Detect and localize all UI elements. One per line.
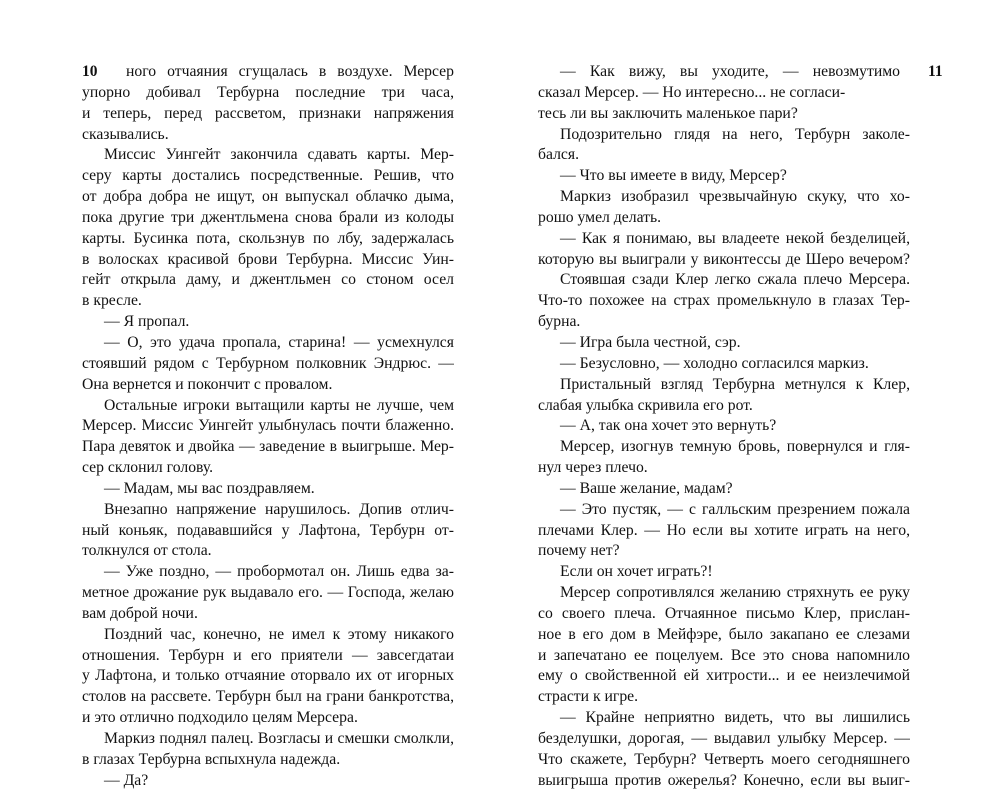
text-line: — О, это удача пропала, старина! — усмехнулся bbox=[104, 333, 454, 351]
text-line: карты. Бусинка пота, скользнув по лбу, задержалась bbox=[82, 229, 454, 247]
text-line: слабая улыбка скривила его рот. bbox=[538, 396, 753, 414]
text-line: от добра добра не ищут, он выпускал облачко дыма, bbox=[82, 188, 454, 206]
text-line: ный коньяк, подававшийся у Лафтона, Тербурн от- bbox=[82, 521, 454, 539]
text-line: стоявший рядом с Тербурном полковник Эндрюс. — bbox=[82, 354, 454, 372]
text-line: Пристальный взгляд Тербурна метнулся к Клер, bbox=[560, 375, 910, 393]
text-line: — Безусловно, — холодно согласился маркиз. bbox=[560, 354, 869, 372]
text-line: безделушки, дорогая, — выдавил улыбку Мерсер. — bbox=[538, 730, 910, 747]
text-line: — Что вы имеете в виду, Мерсер? bbox=[560, 167, 787, 185]
text-line: столов на рассвете. Тербурн был на грани банкротства, bbox=[82, 688, 454, 706]
text-line: Стоявшая сзади Клер легко сжала плечо Мерсера. bbox=[560, 271, 910, 289]
text-line: ное в его дом в Мейфэре, было закапано ее слезами bbox=[538, 625, 910, 643]
text-line: у Лафтона, и только отчаяние оторвало их от игорных bbox=[82, 667, 454, 685]
text-line: бурна. bbox=[538, 313, 581, 331]
text-line: сказывались. bbox=[82, 125, 169, 143]
text-line: выигрыша против ожерелья? Конечно, если вы выиг- bbox=[538, 771, 910, 789]
text-line: упорно добивал Тербурна последние три часа, bbox=[82, 83, 454, 101]
text-line: Маркиз изобразил чрезвычайную скуку, что хо- bbox=[560, 188, 910, 206]
text-line: Миссис Уингейт закончила сдавать карты. Мер- bbox=[104, 146, 454, 164]
text-line: — Игра была честной, сэр. bbox=[560, 333, 741, 351]
text-line: ного отчаяния сгущалась в воздухе. Мерсер bbox=[126, 63, 454, 80]
text-line: Внезапно напряжение нарушилось. Допив отлич- bbox=[104, 500, 454, 518]
text-line: и это отлично подходило целям Мерсера. bbox=[82, 709, 358, 727]
text-line: — Как я понимаю, вы владеете некой безделицей, bbox=[560, 229, 910, 247]
text-line: и запечатано ее поцелуем. Все это снова напомнило bbox=[538, 646, 910, 664]
text-line: со своего плеча. Отчаянное письмо Клер, прислан- bbox=[538, 604, 910, 622]
right-page-text bbox=[538, 62, 910, 792]
text-line: серу карты достались посредственные. Решив, что bbox=[82, 167, 454, 185]
page-number-left: 10 bbox=[82, 63, 98, 80]
text-line: — Ваше желание, мадам? bbox=[560, 479, 733, 497]
text-line: ему о свойственной ей хитрости... и ее неизлечимой bbox=[538, 667, 910, 685]
text-line: в кресле. bbox=[82, 292, 142, 310]
text-line: Мерсер сопротивлялся желанию стряхнуть ее руку bbox=[560, 584, 910, 602]
text-line: гейт открыла даму, и джентльмен со стоном осел bbox=[82, 271, 454, 289]
text-line: пока другие три джентльмена снова брали из колоды bbox=[82, 208, 454, 226]
text-line: толкнулся от стола. bbox=[82, 542, 212, 560]
text-line: — Крайне неприятно видеть, что вы лишились bbox=[560, 709, 910, 727]
text-line: в глазах Тербурна вспыхнула надежда. bbox=[82, 750, 341, 768]
text-line: Она вернется и покончит с провалом. bbox=[82, 375, 333, 393]
text-line: страсти к игре. bbox=[538, 688, 639, 706]
text-line: — Уже поздно, — пробормотал он. Лишь едва за- bbox=[104, 563, 454, 581]
text-line: рошо умел делать. bbox=[538, 208, 662, 226]
text-line: — Это пустяк, — с галльским презрением пожала bbox=[560, 500, 910, 518]
text-line: Поздний час, конечно, не имел к этому никакого bbox=[104, 625, 454, 643]
text-line: — Мадам, мы вас поздравляем. bbox=[104, 479, 315, 497]
text-line: — А, так она хочет это вернуть? bbox=[560, 417, 777, 435]
text-line: сер склонил голову. bbox=[82, 459, 214, 477]
text-line: — Да? bbox=[104, 771, 149, 789]
text-line: в волосках красивой брови Тербурна. Миссис Уин- bbox=[82, 250, 454, 268]
text-line: Подозрительно глядя на него, Тербурн заколе- bbox=[560, 125, 910, 143]
text-line: Что скажете, Тербурн? Четверть моего сегодняшнего bbox=[538, 750, 910, 768]
text-line: почему нет? bbox=[538, 542, 620, 560]
text-line: Остальные игроки вытащили карты не лучше, чем bbox=[104, 396, 454, 414]
text-line: Мерсер, изогнув темную бровь, повернулся и гля- bbox=[560, 438, 910, 456]
text-line: бался. bbox=[538, 146, 580, 164]
text-line: Что-то похожее на страх промелькнуло в глазах Тер- bbox=[538, 292, 910, 310]
text-line: отношения. Тербурн и его приятели — завсегдатаи bbox=[82, 646, 454, 664]
text-line: которую вы выиграли у виконтессы де Шеро вечером? bbox=[538, 250, 910, 268]
text-line: Маркиз поднял палец. Возгласы и смешки смолкли, bbox=[104, 730, 454, 747]
text-line: вам доброй ночи. bbox=[82, 604, 198, 622]
text-line: сказал Мерсер. — Но интересно... не согласи- bbox=[538, 83, 846, 101]
text-line: — Как вижу, вы уходите, — невозмутимо bbox=[560, 63, 900, 80]
text-line: нул через плечо. bbox=[538, 459, 648, 477]
text-line: тесь ли вы заключить маленькое пари? bbox=[538, 104, 798, 122]
text-line: Если он хочет играть?! bbox=[560, 563, 713, 581]
text-line: метное дрожание рук выдавало его. — Господа, желаю bbox=[82, 584, 454, 602]
page-number-right: 11 bbox=[928, 63, 943, 80]
text-line: Мерсер. Миссис Уингейт улыбнулась почти блаженно. bbox=[82, 417, 454, 435]
text-line: Пара девяток и двойка — заведение в выигрыше. Мер- bbox=[82, 438, 454, 456]
text-line: — Я пропал. bbox=[104, 313, 190, 331]
text-line: плечами Клер. — Но если вы хотите играть на него, bbox=[538, 521, 910, 539]
text-line: и теперь, перед рассветом, признаки напряжения bbox=[82, 104, 454, 122]
left-page-text bbox=[82, 62, 454, 792]
